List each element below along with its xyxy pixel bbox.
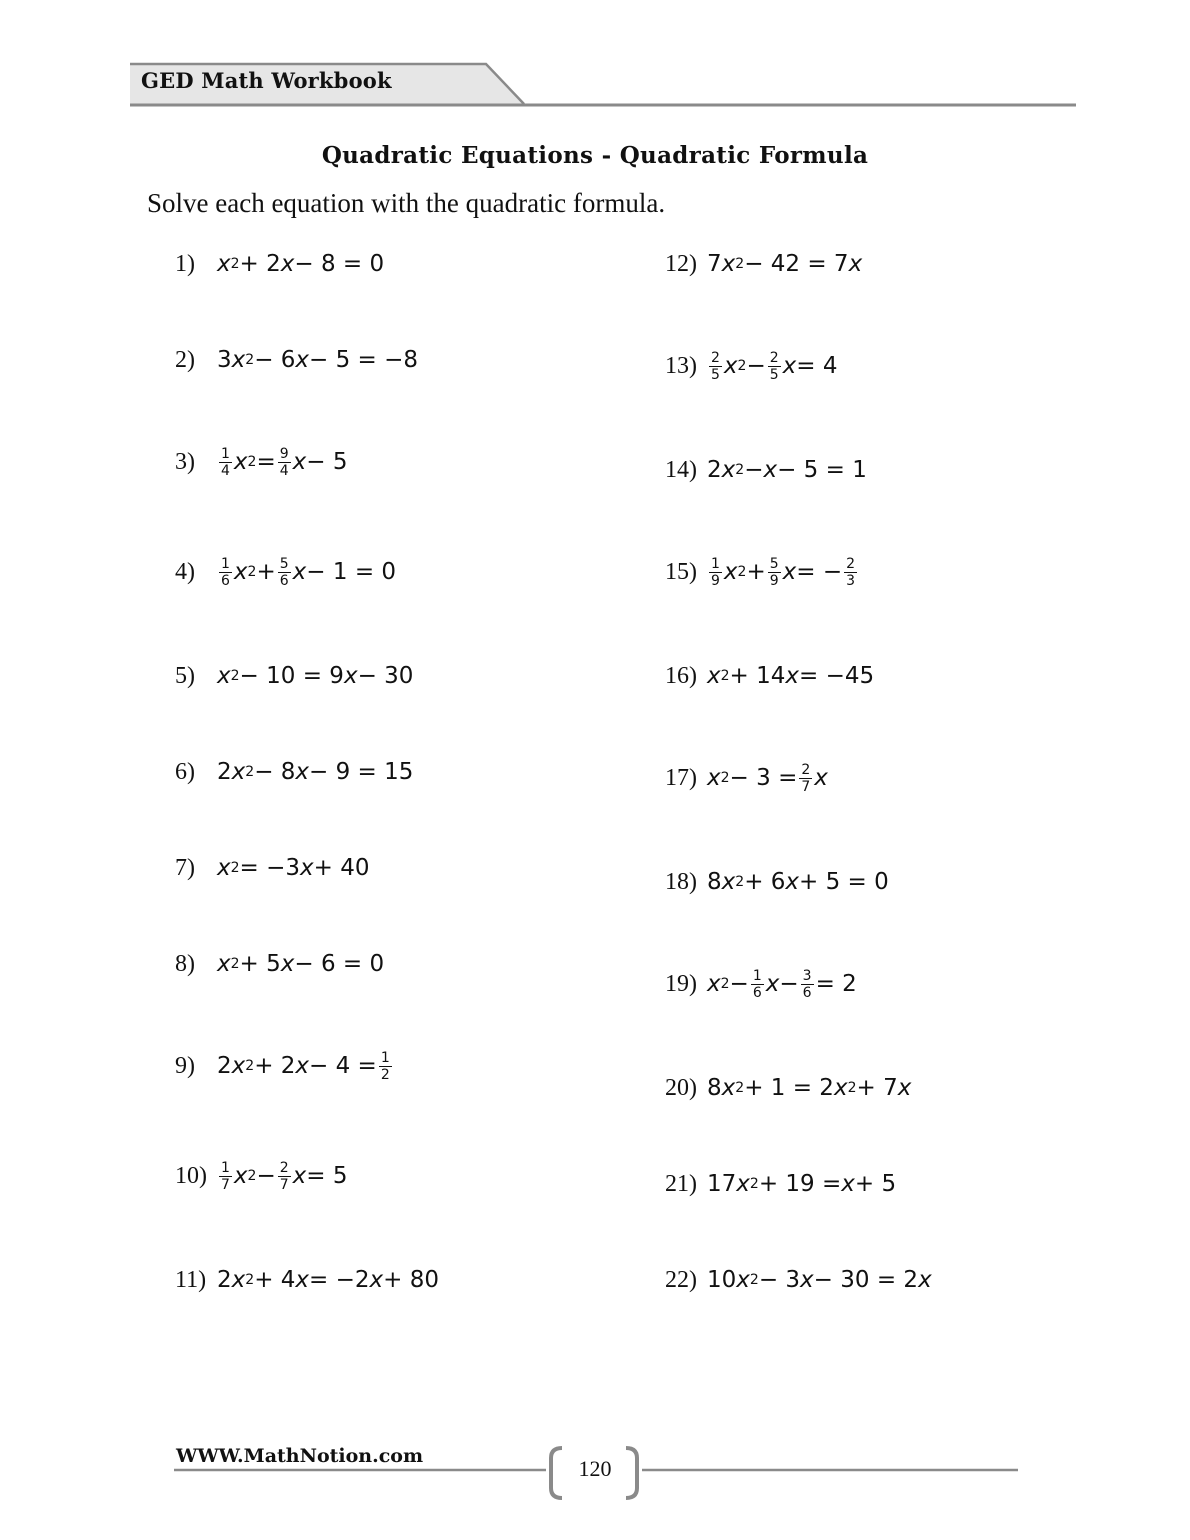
equation: 2 5 x 2 − $\frac{2}{5}$ x = 4	[711, 349, 838, 383]
equation: 17 x 2 + 19 = x + 5	[707, 1171, 897, 1197]
worksheet-title: Quadratic Equations - Quadratic Formula	[321, 142, 869, 169]
problem-number: 8)	[175, 950, 195, 977]
problem-8	[175, 940, 384, 988]
problem-9	[175, 1042, 394, 1090]
problem-14	[665, 446, 867, 494]
fraction: $\frac{2}{7}$	[279, 1159, 289, 1193]
problem-22	[665, 1256, 932, 1304]
fraction: $\frac{9}{4}$	[279, 445, 289, 479]
problem-number: 1)	[175, 250, 195, 277]
worksheet-instructions: Solve each equation with the quadratic formula.	[147, 188, 666, 218]
equation: x 2 + 14 x = −45	[707, 663, 875, 689]
equation: 1 7 x 2 − $\frac{2}{7}$ x = 5	[221, 1159, 348, 1193]
problem-number: 18)	[665, 868, 697, 895]
problem-number: 3)	[175, 448, 195, 475]
fraction: $\frac{2}{5}$	[769, 349, 779, 383]
equation: 7 x 2 − 42 = 7 x	[707, 251, 863, 277]
fraction: 1 6	[221, 555, 230, 589]
problem-18	[665, 858, 889, 906]
equation: x 2 − 3 = $\frac{2}{7}$ x	[707, 761, 828, 795]
fraction: $\frac{5}{9}$	[769, 555, 779, 589]
problem-number: 12)	[665, 250, 697, 277]
problem-number: 2)	[175, 346, 195, 373]
problem-number: 22)	[665, 1266, 697, 1293]
problem-1	[175, 240, 384, 288]
equation: 8 x 2 + 1 = 2 x 2 + 7 x	[707, 1075, 912, 1101]
equation: x 2 = −3 x + 40	[217, 855, 370, 881]
problem-number: 19)	[665, 970, 697, 997]
problem-number: 14)	[665, 456, 697, 483]
problem-number: 17)	[665, 764, 697, 791]
problem-7	[175, 844, 370, 892]
equation: 1 4 x 2 = $\frac{9}{4}$ x − 5	[221, 445, 348, 479]
fraction: $\frac{3}{6}$	[802, 967, 812, 1001]
equation: 3 x 2 − 6 x − 5 = −8	[217, 347, 419, 373]
problem-number: 20)	[665, 1074, 697, 1101]
problem-12	[665, 240, 862, 288]
equation: x 2 − 10 = 9 x − 30	[217, 663, 414, 689]
fraction: $\frac{1}{6}$	[752, 967, 762, 1001]
equation: x 2 + 2 x − 8 = 0	[217, 251, 385, 277]
equation: 2 x 2 + 2 x − 4 = $\frac{1}{2}$	[217, 1049, 390, 1083]
equation: x 2 + 5 x − 6 = 0	[217, 951, 385, 977]
problem-20	[665, 1064, 911, 1112]
problem-number: 9)	[175, 1052, 195, 1079]
problem-5	[175, 652, 413, 700]
problem-number: 5)	[175, 662, 195, 689]
problem-number: 15)	[665, 558, 697, 585]
problem-4	[175, 548, 396, 596]
header-title: GED Math Workbook	[141, 68, 392, 93]
fraction: 2 5	[711, 349, 720, 383]
problem-number: 16)	[665, 662, 697, 689]
footer-website: WWW.MathNotion.com	[176, 1445, 424, 1467]
fraction: 1 7	[221, 1159, 230, 1193]
equation: x 2 − $\frac{1}{6}$ x − $\frac{3}{6}$ = 2	[707, 967, 857, 1001]
problem-10	[175, 1152, 348, 1200]
equation: 8 x 2 + 6 x + 5 = 0	[707, 869, 889, 895]
problem-19	[665, 960, 857, 1008]
fraction: 1 9	[711, 555, 720, 589]
problem-21	[665, 1160, 896, 1208]
problem-6	[175, 748, 413, 796]
fraction: $\frac{1}{2}$	[380, 1049, 390, 1083]
equation: 10 x 2 − 3 x − 30 = 2 x	[707, 1267, 932, 1293]
problem-number: 21)	[665, 1170, 697, 1197]
problem-number: 4)	[175, 558, 195, 585]
problem-16	[665, 652, 874, 700]
fraction: $\frac{5}{6}$	[279, 555, 289, 589]
fraction: 1 4	[221, 445, 230, 479]
problem-15	[665, 548, 859, 596]
problem-number: 7)	[175, 854, 195, 881]
problem-number: 6)	[175, 758, 195, 785]
problem-2	[175, 336, 418, 384]
problem-number: 10)	[175, 1162, 207, 1189]
problem-number: 11)	[175, 1266, 207, 1293]
problem-13	[665, 342, 838, 390]
page-number: 120	[578, 1456, 612, 1481]
equation: 2 x 2 + 4 x = −2 x + 80	[217, 1267, 440, 1293]
problem-number: 13)	[665, 352, 697, 379]
equation: 1 9 x 2 + $\frac{5}{9}$ x = − $\frac{2}{3}$	[711, 555, 856, 589]
fraction: $\frac{2}{7}$	[801, 761, 811, 795]
fraction: $\frac{2}{3}$	[846, 555, 856, 589]
equation: 2 x 2 − 8 x − 9 = 15	[217, 759, 414, 785]
problem-17	[665, 754, 828, 802]
problem-11	[175, 1256, 439, 1304]
equation: 2 x 2 − x − 5 = 1	[707, 457, 867, 483]
equation: 1 6 x 2 + $\frac{5}{6}$ x − 1 = 0	[221, 555, 397, 589]
problem-3	[175, 438, 348, 486]
